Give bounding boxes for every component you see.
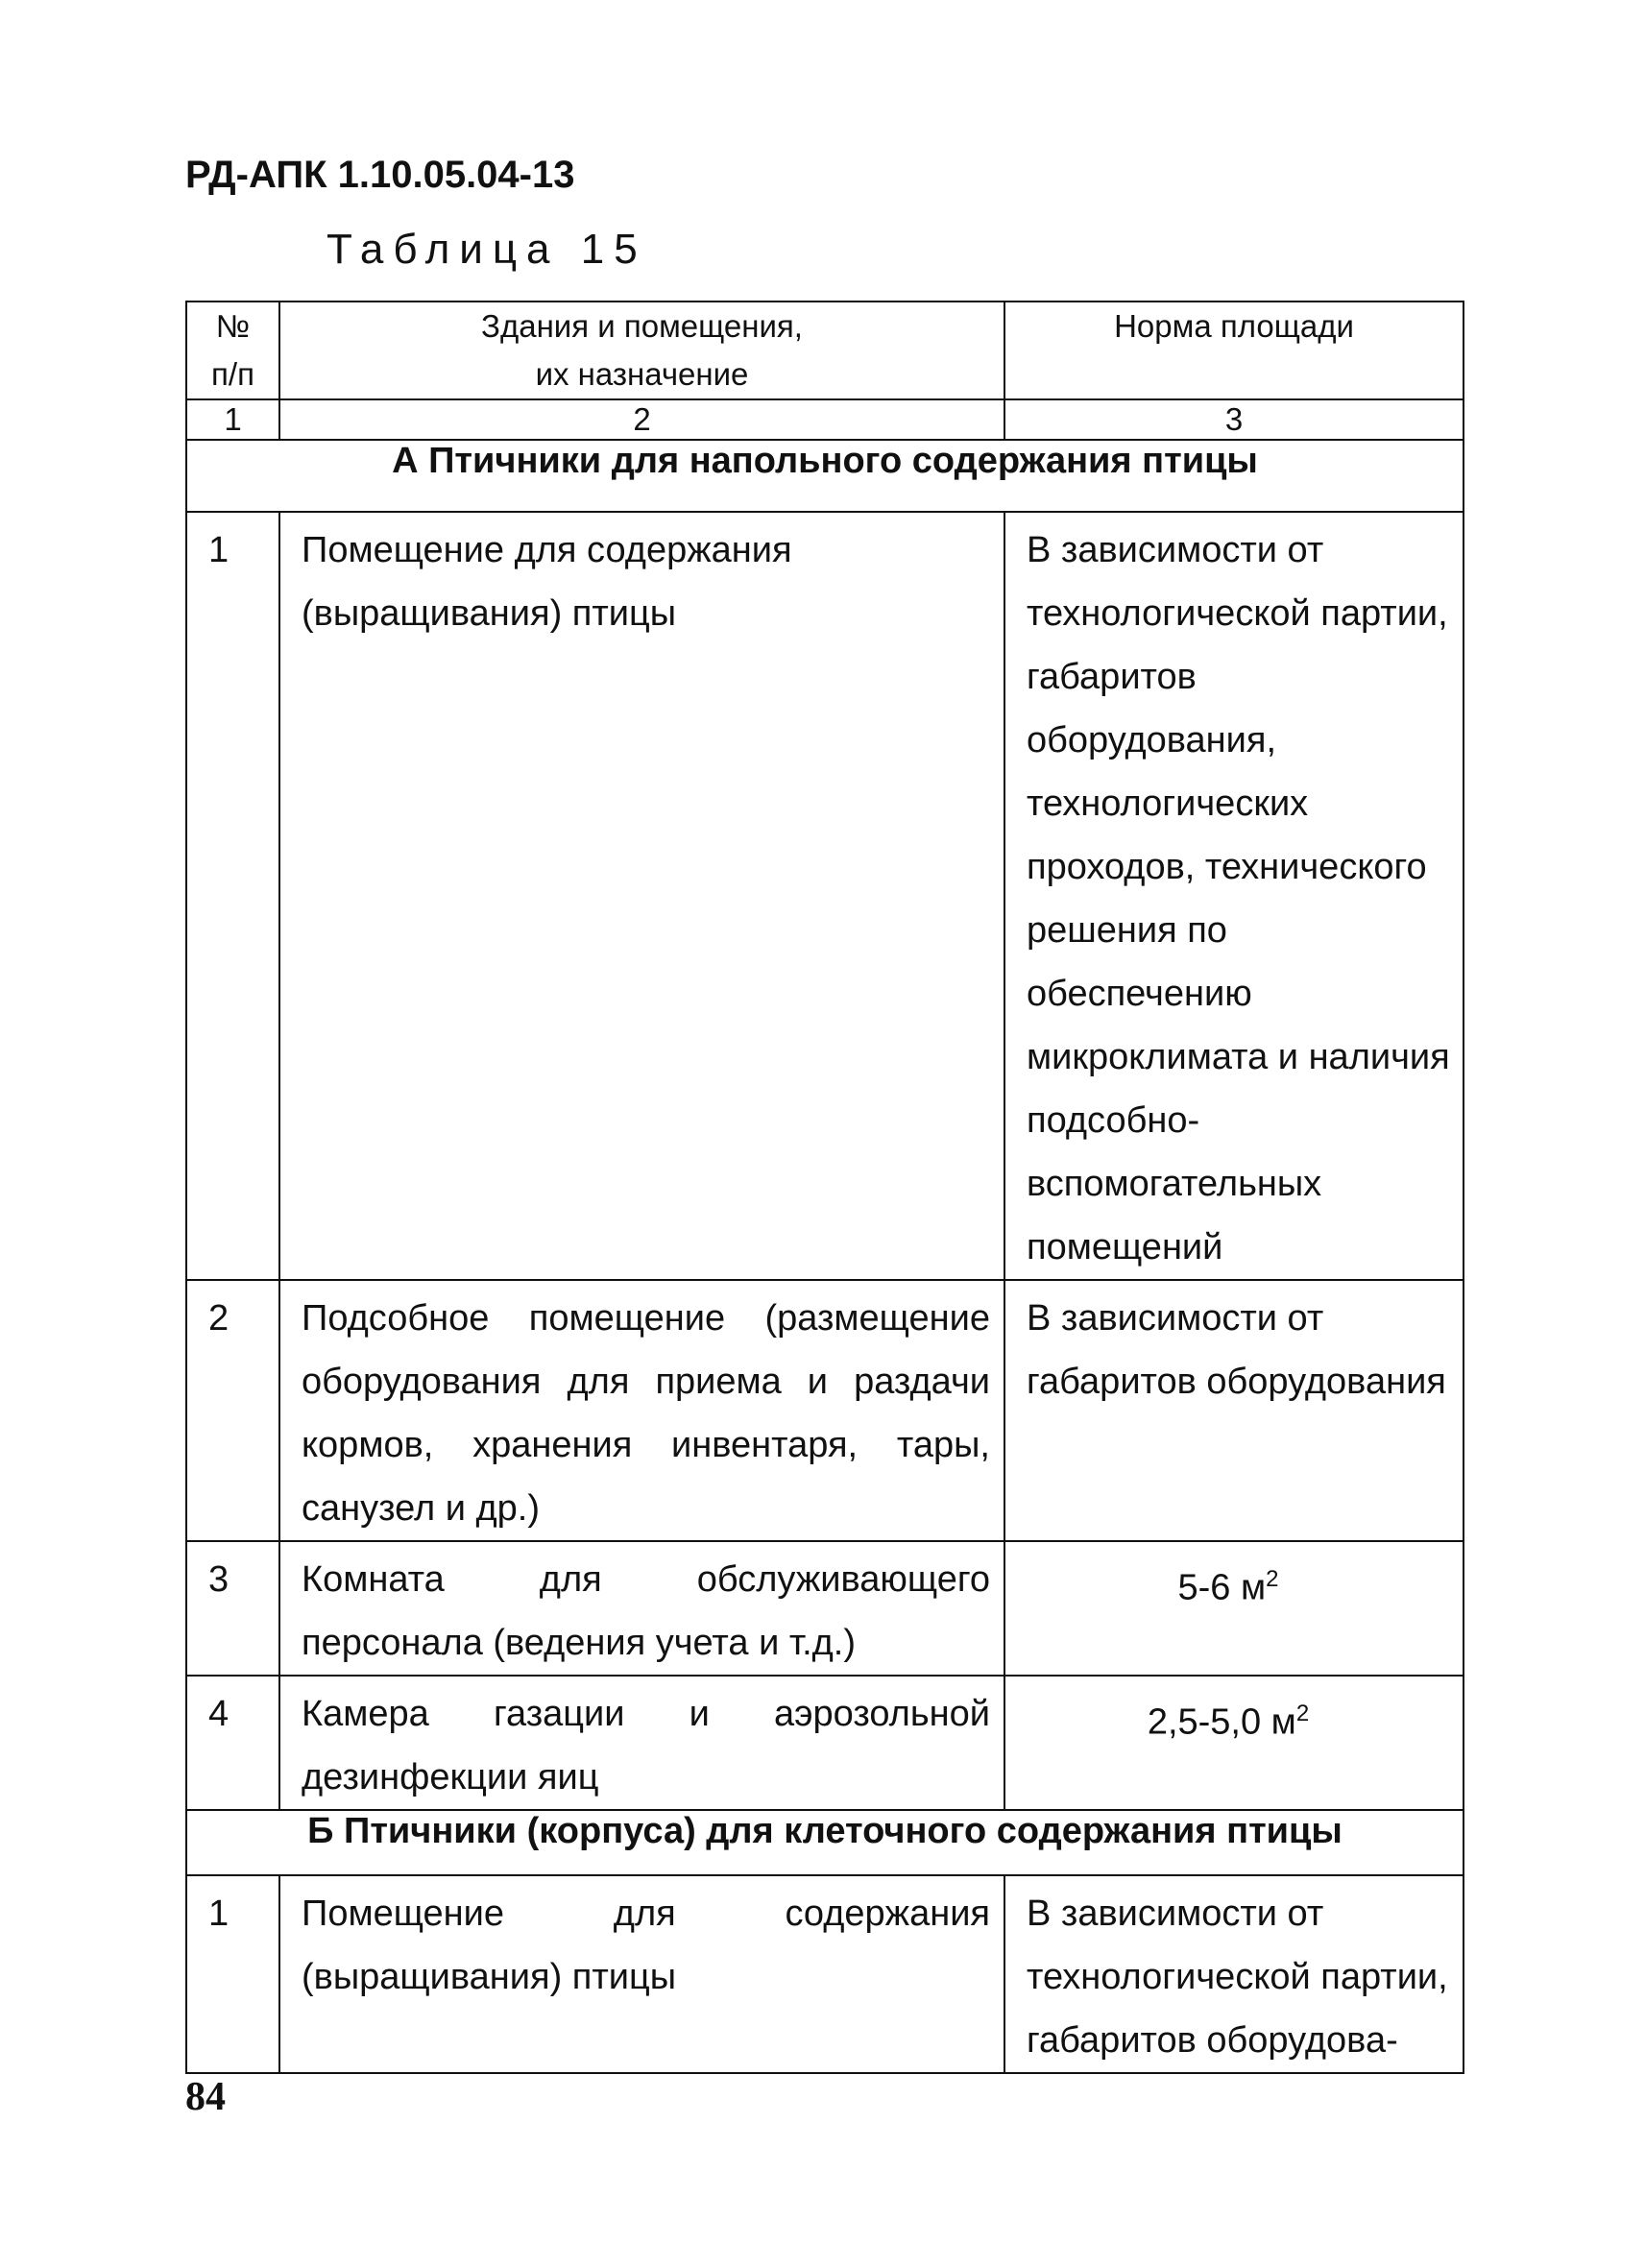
row-norm: В зависимости от технологической партии, габаритов оборудования, технологических проходов, технического решения по обеспечению микроклимата и наличия подсобно-вспомогательных помещений [1004, 512, 1464, 1280]
row-name: Помещение для содержания (выращивания) птицы [279, 1875, 1004, 2073]
document-code: РД-АПК 1.10.05.04-13 [185, 154, 575, 196]
table-row [186, 1541, 1464, 1676]
section-b-row [186, 1810, 1464, 1875]
column-number: 2 [279, 399, 1004, 440]
column-number: 1 [186, 399, 279, 440]
row-number: 3 [186, 1541, 279, 1676]
header-num: № п/п [186, 302, 279, 399]
column-number: 3 [1004, 399, 1464, 440]
row-name: Камера газации и аэрозольной дезинфекции яиц [279, 1676, 1004, 1810]
row-number: 1 [186, 1875, 279, 2073]
page-number: 84 [185, 2075, 226, 2119]
section-b-title: Б Птичники (корпуса) для клеточного содержания птицы [186, 1810, 1464, 1875]
row-name: Комната для обслуживающего персонала (ведения учета и т.д.) [279, 1541, 1004, 1676]
header-norm: Норма площади [1004, 302, 1464, 399]
row-number: 1 [186, 512, 279, 1280]
row-norm: В зависимости от габаритов оборудования [1004, 1280, 1464, 1541]
norms-table [185, 301, 1464, 2074]
row-norm: В зависимости от технологической партии, габаритов оборудова- [1004, 1875, 1464, 2073]
row-norm: 2,5-5,0 $м^2$ [1004, 1676, 1464, 1810]
table-row [186, 1875, 1464, 2073]
row-number: 4 [186, 1676, 279, 1810]
column-number-row [186, 399, 1464, 440]
row-name: Подсобное помещение (размещение оборудования для приема и раздачи кормов, хранения инвентаря, тары, санузел и др.) [279, 1280, 1004, 1541]
table-header-row [186, 302, 1464, 399]
section-a-row [186, 440, 1464, 512]
table-row [186, 512, 1464, 1280]
table-row [186, 1280, 1464, 1541]
table-row [186, 1676, 1464, 1810]
row-name: Помещение для содержания (выращивания) птицы [279, 512, 1004, 1280]
row-norm: 5-6 $м^2$ [1004, 1541, 1464, 1676]
table-title: Таблица 15 [327, 226, 647, 273]
row-number: 2 [186, 1280, 279, 1541]
section-a-title: А Птичники для напольного содержания птицы [186, 440, 1464, 512]
header-name: Здания и помещения, их назначение [279, 302, 1004, 399]
